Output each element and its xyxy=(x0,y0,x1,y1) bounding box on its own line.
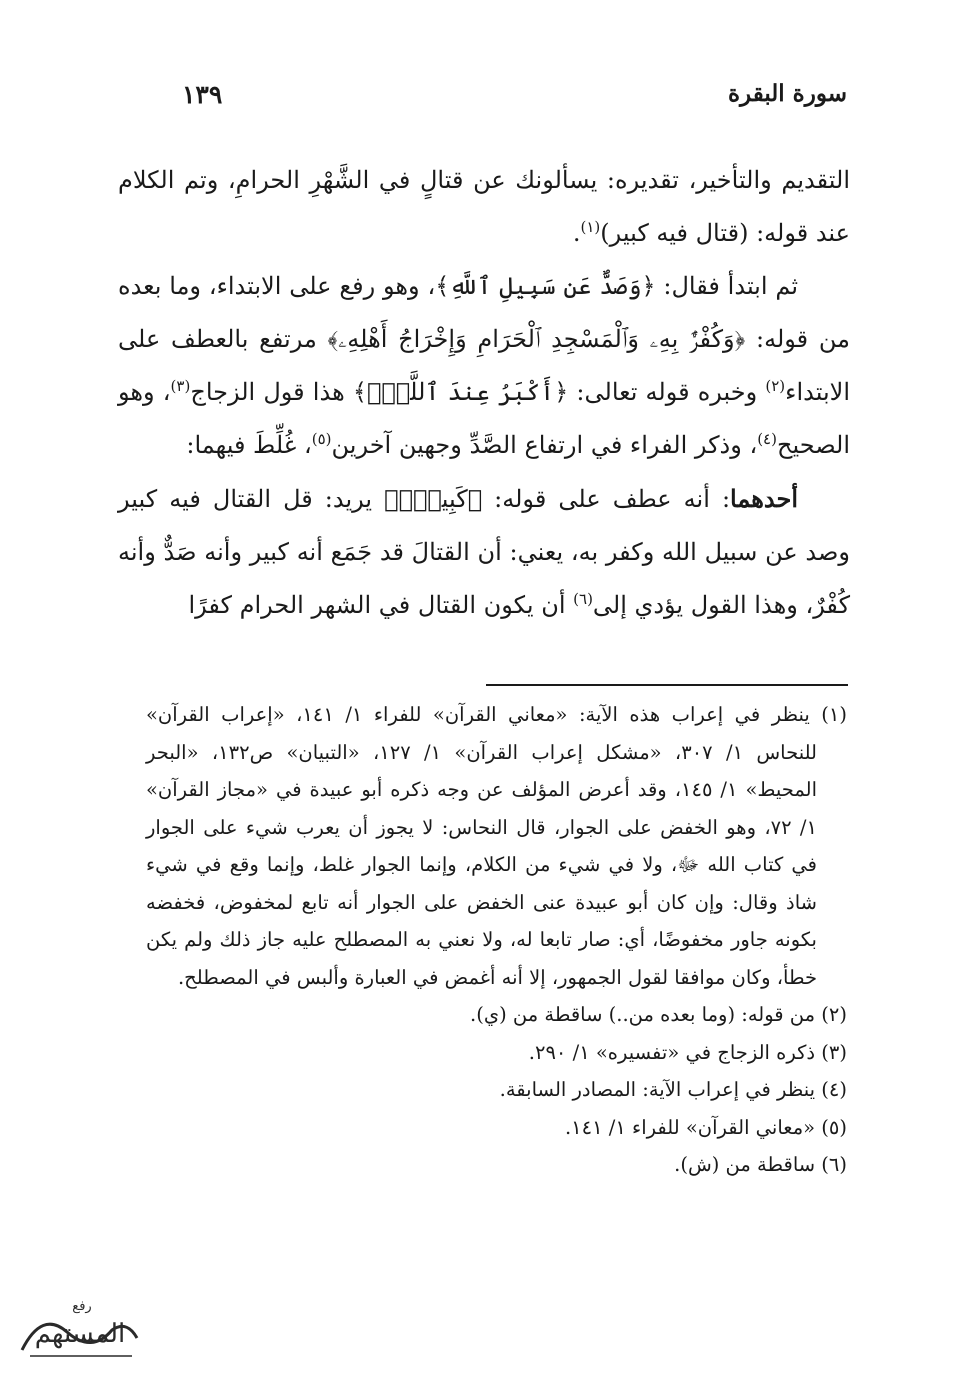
text-run: ، وهو رفع على الابتداء، وما بعده من قوله: xyxy=(118,272,850,353)
text-run: : أنه عطف على قوله: xyxy=(482,485,731,513)
text-run: هذا قول الزجاج xyxy=(190,378,353,406)
text-run: يريد: قل القتال فيه كبير وصد عن سبيل الله وكفر به، يعني: أن القتالَ قد جَمَع أنه كبير وأنه صَدٌّ وأنه كُفْرٌ، وهذا القول يؤدي إلى xyxy=(118,485,850,619)
footnote-ref-4: (٤) xyxy=(757,430,777,448)
text-run: وخبره قوله تعالى: xyxy=(568,378,766,406)
paragraph-1 xyxy=(118,154,850,260)
publisher-logo xyxy=(12,1290,147,1368)
footnote-6: (٦) ساقطة من (ش). xyxy=(674,1153,847,1176)
footnote-3: (٣) ذكره الزجاج في «تفسيره» ١/ ٢٩٠. xyxy=(528,1040,847,1064)
footnote-ref-3: (٣) xyxy=(170,377,191,395)
text-run: التقديم والتأخير، تقديره: يسألونك عن قتالٍ في الشَّهْرِ الحرامِ، وتم الكلام عند قوله: (قتال فيه كبير) xyxy=(118,166,850,247)
logo-text-top: رفع xyxy=(72,1299,92,1314)
lead-word: أحدهما xyxy=(730,484,798,513)
quran-quote: ﴿أَكْبَرُ عِندَ ٱللَّهِۚ﴾ xyxy=(352,378,569,406)
quran-quote: ﴿وَكُفْرٌۢ بِهِۦ وَٱلْمَسْجِدِ ٱلْحَرَامِ وَإِخْرَاجُ أَهْلِهِۦ﴾ xyxy=(327,325,746,353)
text-run: ، وهو الصحيح xyxy=(118,378,850,459)
footnote-separator xyxy=(486,684,848,686)
footnote-ref-1: (١) xyxy=(580,218,601,236)
footnote-ref-5: (٥) xyxy=(311,430,332,448)
footnotes xyxy=(146,696,847,1184)
text-run: ، وذكر الفراء في ارتفاع الصَّدِّ وجهين آخرين xyxy=(331,431,758,459)
logo-text-main: المستهم xyxy=(34,1319,126,1349)
text-run: ثم ابتدأ فقال: xyxy=(655,272,799,300)
footnote-ref-2: (٢) xyxy=(765,377,786,395)
paragraph-2 xyxy=(118,260,850,472)
text-run: ، غُلِّطَ فيهما: xyxy=(186,431,312,459)
page-number: ١٣٩ xyxy=(182,80,223,109)
surah-title: سورة البقرة xyxy=(727,80,847,107)
footnote-4: (٤) ينظر في إعراب الآية: المصادر السابقة. xyxy=(499,1078,847,1101)
footnote-5: (٥) «معاني القرآن» للفراء ١/ ١٤١. xyxy=(564,1115,847,1139)
main-text xyxy=(118,154,850,632)
quran-quote: ﴿وَصَدٌّ عَن سَبِيلِ ٱللَّهِ﴾ xyxy=(435,272,656,300)
footnote-ref-6: (٦) xyxy=(573,590,593,608)
paragraph-3 xyxy=(118,472,850,632)
text-run: . xyxy=(572,219,581,247)
page-header xyxy=(160,80,847,120)
quran-quote: ﴿كَبِيرٌۖ﴾ xyxy=(384,485,483,513)
text-run: مرتفع بالعطف على الابتداء xyxy=(118,325,850,406)
footnote-2: (٢) من قوله: (وما بعده من..) ساقطة من (ي). xyxy=(470,1003,847,1026)
footnote-1: (١) ينظر في إعراب هذه الآية: «معاني القرآن» للفراء ١/ ١٤١، «إعراب القرآن» للنحاس ١/ ٣٠٧، «مشكل إعراب القرآن» ١/ ١٢٧، «التبيان» ص١٣٢، «البحر المحيط» ١/ ١٤٥، وقد أعرض المؤلف عن وجه ذكره أبو عبيدة في «مجاز القرآن» ١/ ٧٢، وهو الخفض على الجوار، قال النحاس: لا يجوز أن يعرب شيء على الجوار في كتاب الله ﷻ، ولا في شيء من الكلام، وإنما الجوار غلط، وإنما وقع في شيء شاذ وقال: وإن كان أبو عبيدة عنى الخفض على الجوار أنه تابع لمخفوض، فخفضه بكونه جاور مخفوضًا، أي: صار تابعا له، ولا نعني به المصطلح عليه جاز ذلك ولم يكن خطأ، وكان موافقا لقول الجمهور، إلا أنه أغمض في العبارة وألبس في المصطلح. xyxy=(146,703,847,989)
text-run: أن يكون القتال في الشهر الحرام كفرًا xyxy=(188,591,574,619)
